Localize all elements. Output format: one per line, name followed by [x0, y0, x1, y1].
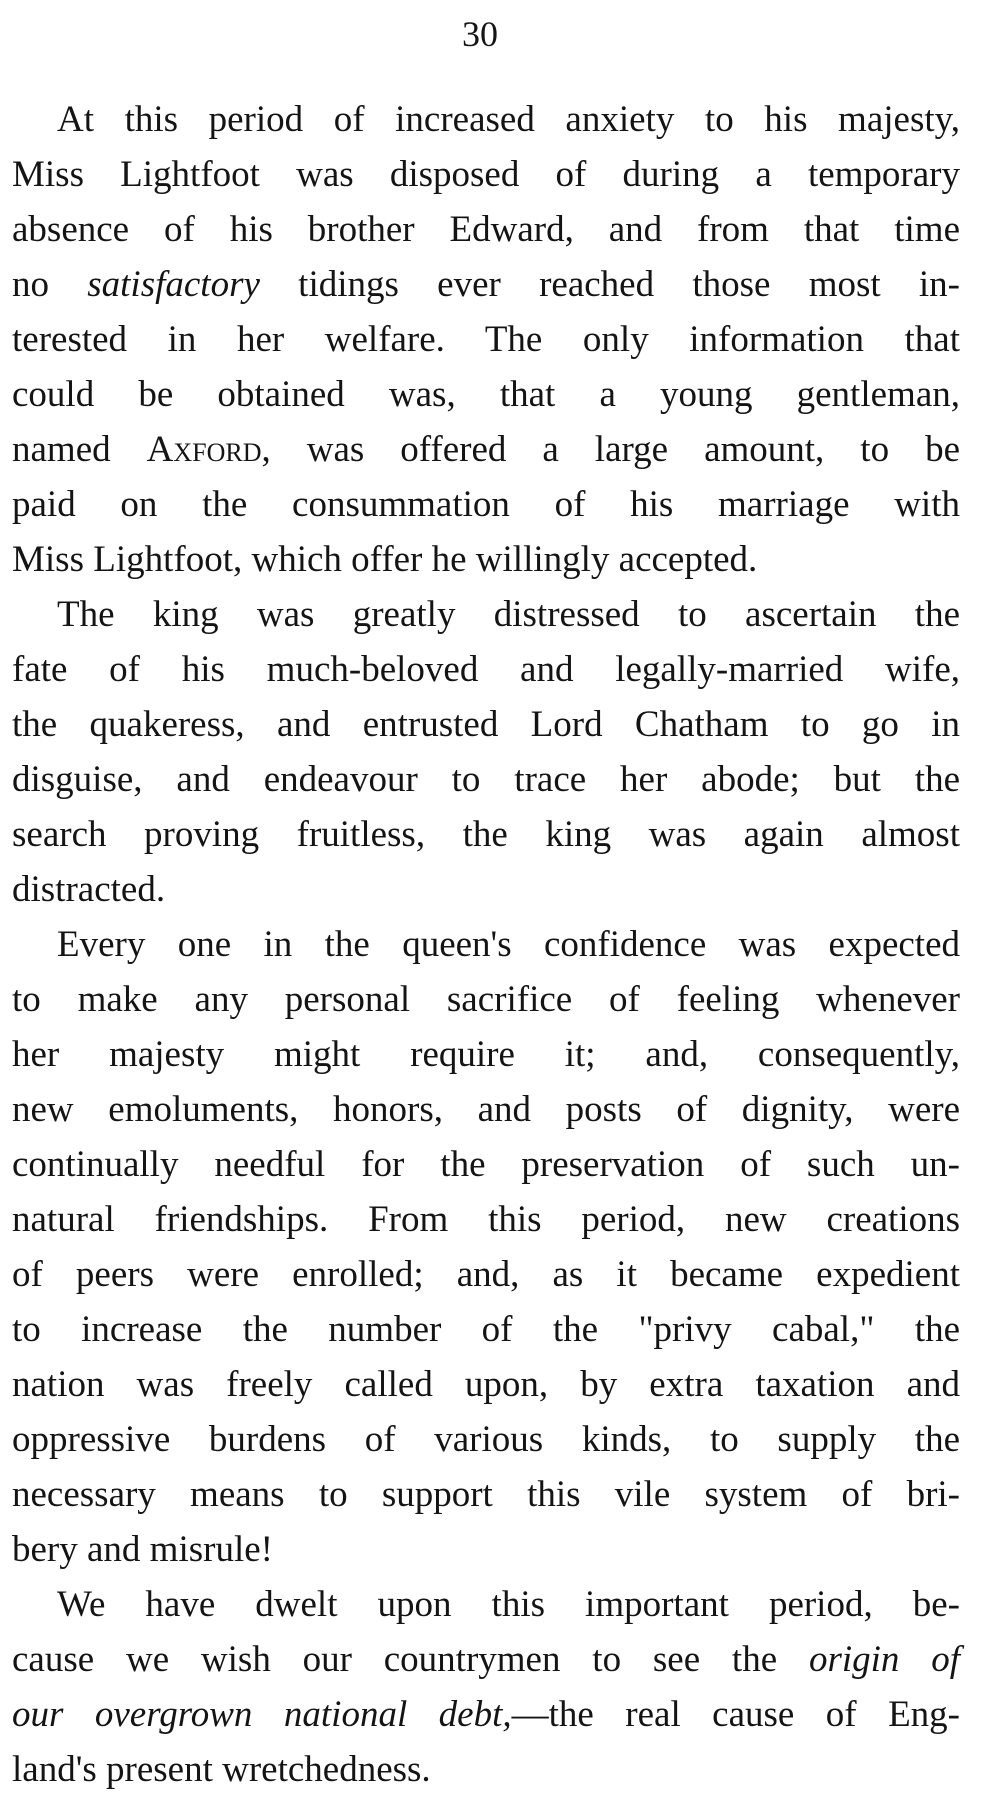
text-line: We have dwelt upon this important period, be- — [57, 1584, 960, 1625]
italic-phrase: our overgrown national debt, — [12, 1694, 512, 1735]
text-line: Miss Lightfoot was disposed of during a temporary — [12, 154, 960, 195]
paragraph-1 — [12, 92, 960, 587]
text-line: distracted. — [12, 869, 166, 910]
text-line: new emoluments, honors, and posts of dignity, were — [12, 1089, 960, 1130]
text-line: natural friendships. From this period, new creations — [12, 1199, 960, 1240]
text-line: At this period of increased anxiety to his majesty, — [57, 99, 960, 140]
text-line: cause we wish our countrymen to see the origin of — [12, 1639, 960, 1680]
text-line: disguise, and endeavour to trace her abode; but the — [12, 759, 960, 800]
text-line: continually needful for the preservation of such un- — [12, 1144, 960, 1185]
text-line: nation was freely called upon, by extra taxation and — [12, 1364, 960, 1405]
text-line: paid on the consummation of his marriage with — [12, 484, 960, 525]
text-line: land's present wretchedness. — [12, 1749, 431, 1790]
text-line: to increase the number of the "privy cabal," the — [12, 1309, 960, 1350]
text-line: named Axford, was offered a large amount, to be — [12, 429, 960, 470]
text-line: our overgrown national debt,—the real cause of Eng- — [12, 1694, 960, 1735]
text-line: terested in her welfare. The only information that — [12, 319, 960, 360]
text-line: the quakeress, and entrusted Lord Chatham to go in — [12, 704, 960, 745]
text-line: Every one in the queen's confidence was expected — [57, 924, 960, 965]
text-line: of peers were enrolled; and, as it became expedient — [12, 1254, 960, 1295]
paragraph-3 — [12, 917, 960, 1577]
text-line: oppressive burdens of various kinds, to supply the — [12, 1419, 960, 1460]
text-line: fate of his much-beloved and legally-married wife, — [12, 649, 960, 690]
text-line: Miss Lightfoot, which offer he willingly accepted. — [12, 539, 758, 580]
small-caps-name: Axford — [146, 429, 262, 470]
text-line: absence of his brother Edward, and from that time — [12, 209, 960, 250]
paragraph-2 — [12, 587, 960, 917]
body-text — [12, 92, 960, 1797]
text-line: search proving fruitless, the king was again almost — [12, 814, 960, 855]
text-line: bery and misrule! — [12, 1529, 273, 1570]
italic-phrase: origin of — [808, 1639, 960, 1680]
text-line: no satisfactory tidings ever reached those most in- — [12, 264, 960, 305]
text-line: to make any personal sacrifice of feeling whenever — [12, 979, 960, 1020]
paragraph-4 — [12, 1577, 960, 1797]
text-line: The king was greatly distressed to ascertain the — [57, 594, 960, 635]
text-line: could be obtained was, that a young gentleman, — [12, 374, 960, 415]
text-line: necessary means to support this vile system of bri- — [12, 1474, 960, 1515]
page-number: 30 — [462, 14, 498, 54]
italic-phrase: satisfactory — [87, 264, 260, 305]
text-line: her majesty might require it; and, consequently, — [12, 1034, 960, 1075]
